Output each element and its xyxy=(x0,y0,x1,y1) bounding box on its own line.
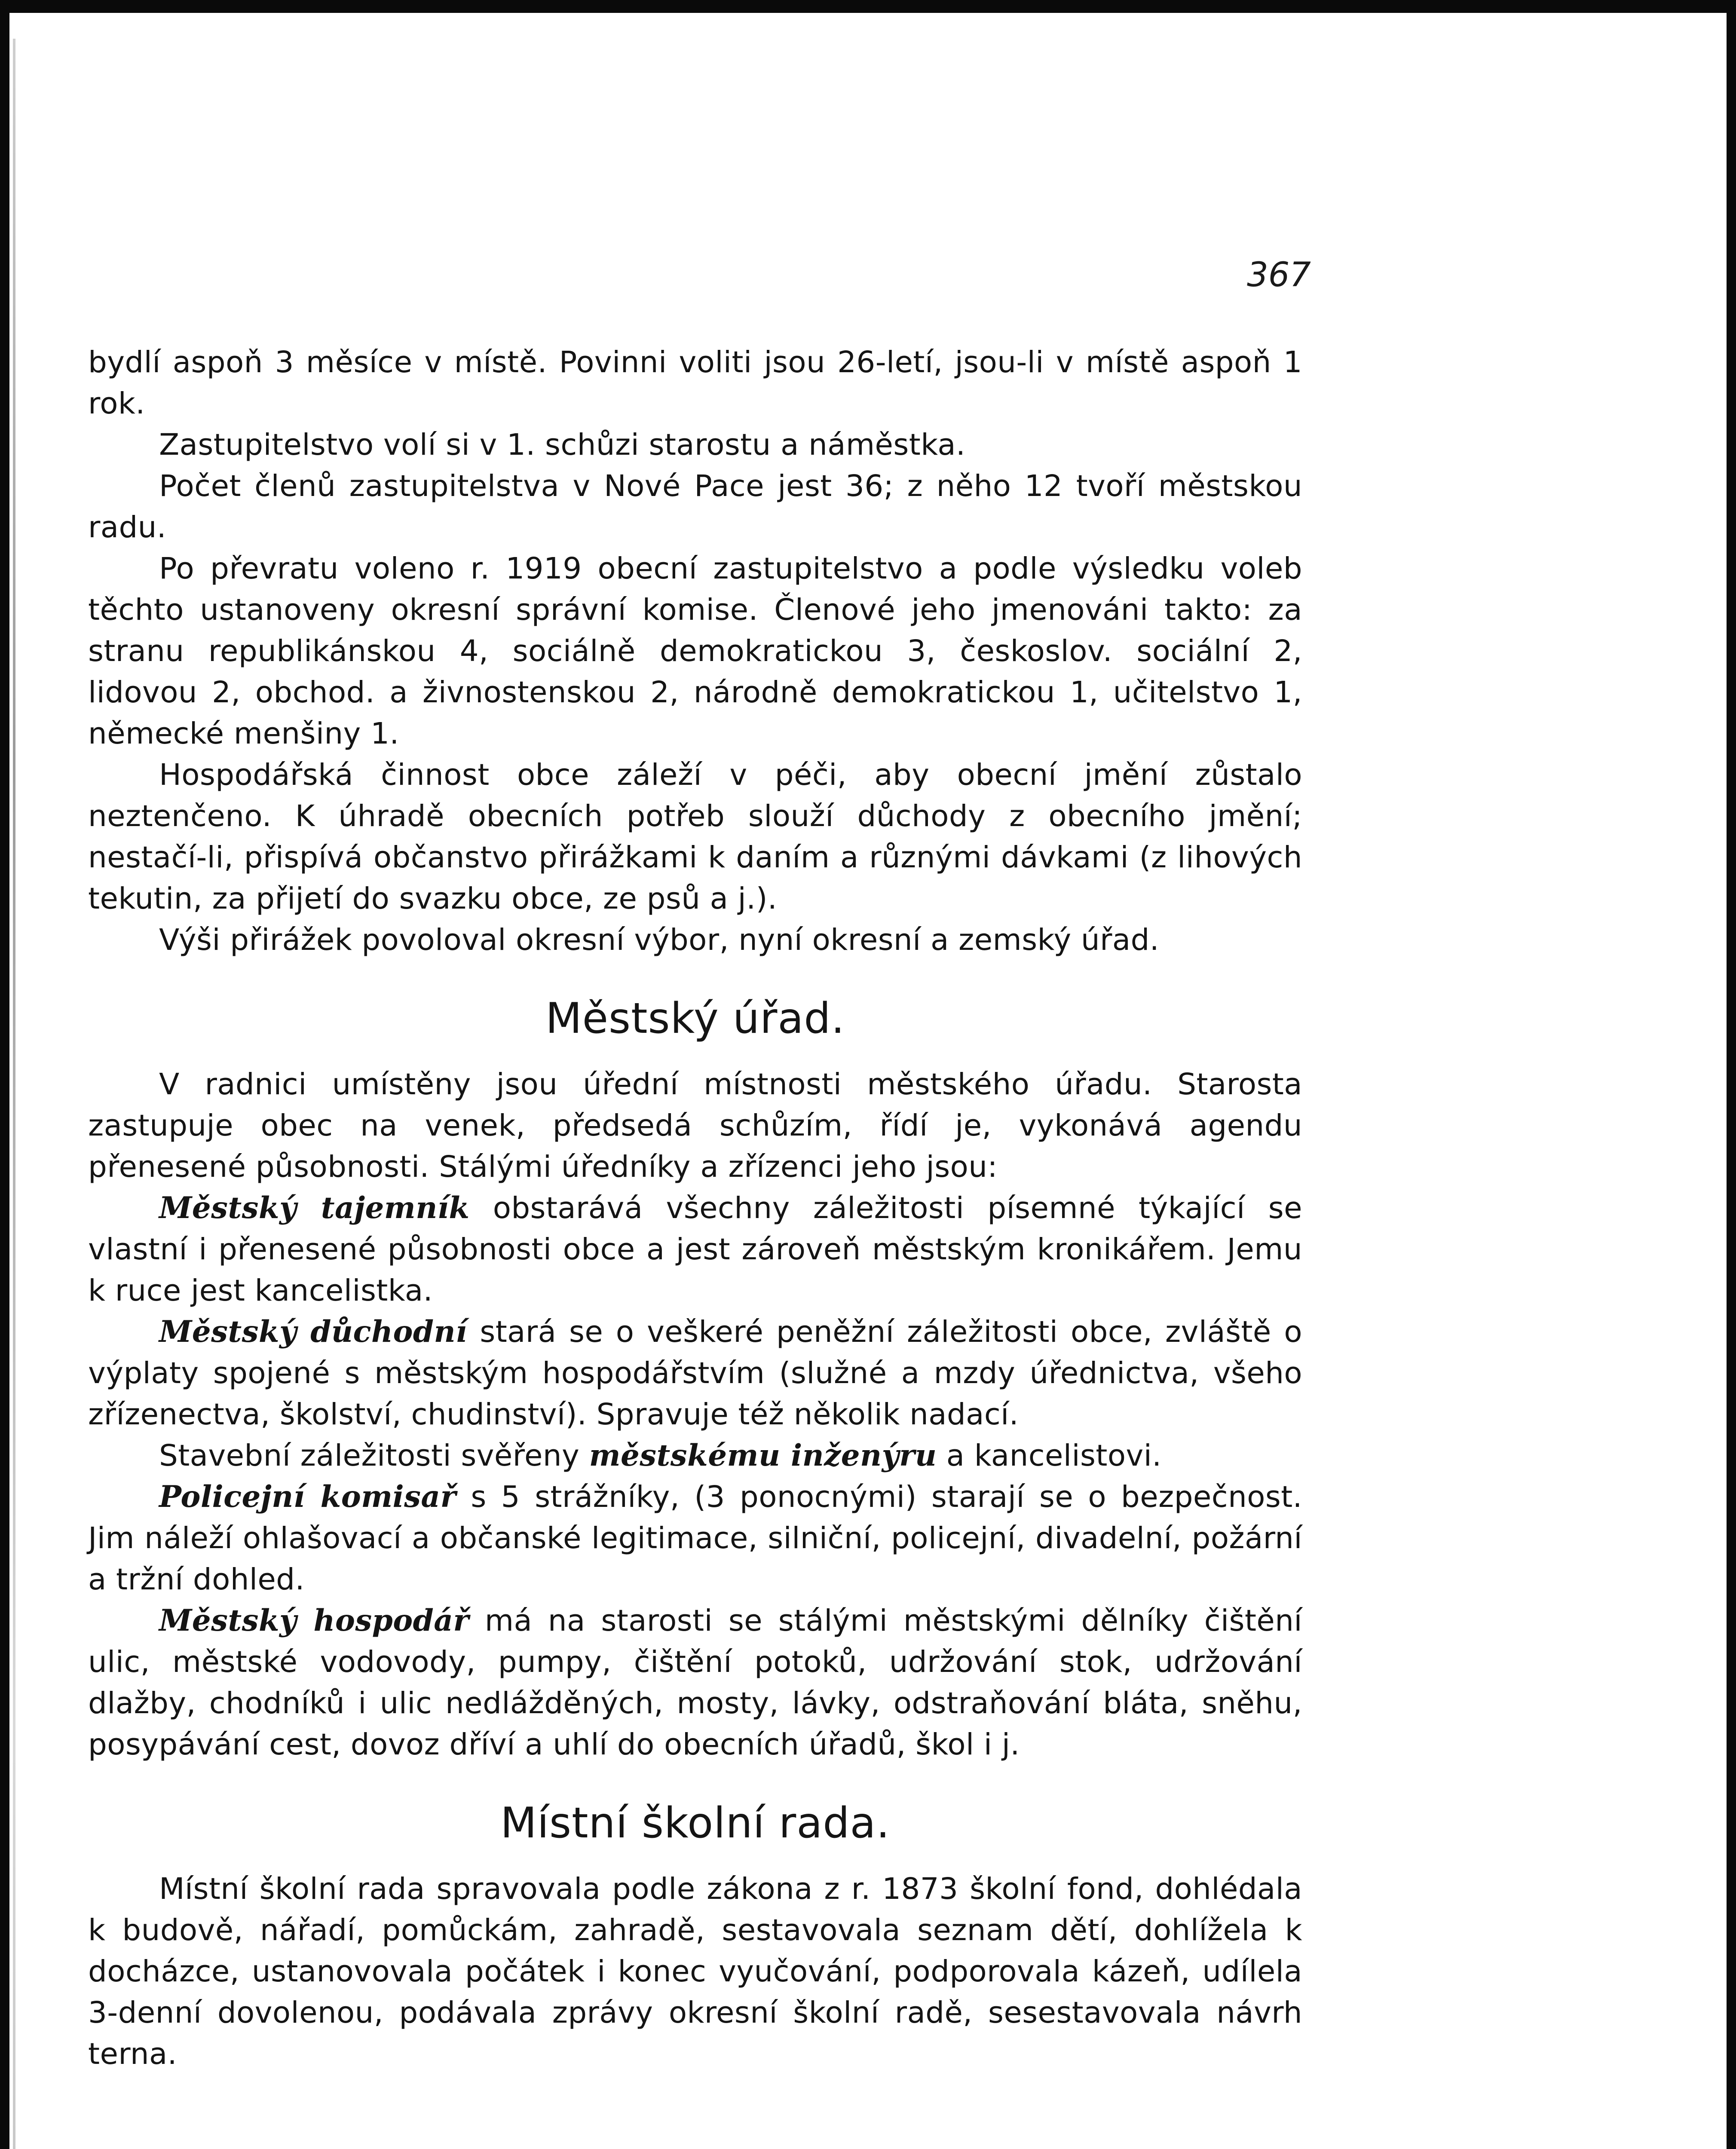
text-duchodni: stará se o veškeré peněžní záležitosti obce, zvláště o výplaty spojené s městským hospodářstvím (služné a mzdy úřednictva, všeho zřízenectva, školství, chudinství). Spravuje též několik nadací. xyxy=(88,1315,1303,1432)
paragraph-skolni-rada-1: Místní školní rada spravovala podle zákona z r. 1873 školní fond, dohlédala k budově, nářadí, pomůckám, zahradě, sestavovala seznam dětí, dohlížela k docházce, ustanovovala počátek i konec vyučování, podporovala kázeň, udílela 3-denní dovolenou, podávala zprávy okresní školní radě, sesestavovala návrh terna. xyxy=(88,1872,1302,2071)
scan-border-left xyxy=(0,0,9,2149)
paragraph-tajemnik xyxy=(88,1188,1302,1311)
term-hospodar: Městský hospodář xyxy=(159,1603,469,1638)
term-duchodni: Městský důchodní xyxy=(159,1314,467,1349)
section-heading-skolni-rada: Místní školní rada. xyxy=(500,1799,890,1848)
paragraph-intro-5: Hospodářská činnost obce záleží v péči, aby obecní jmění zůstalo neztenčeno. K úhradě obecních potřeb slouží důchody z obecního jmění; nestačí-li, přispívá občanstvo přirážkami k daním a různými dávkami (z lihových tekutin, za přijetí do svazku obce, ze psů a j.). xyxy=(88,758,1302,916)
scan-border-right xyxy=(1727,0,1736,2149)
text-komisar: s 5 strážníky, (3 ponocnými) starají se o bezpečnost. Jim náleží ohlašovací a občanské legitimace, silniční, policejní, divadelní, požární a tržní dohled. xyxy=(88,1480,1302,1597)
paragraph-intro-3: Počet členů zastupitelstva v Nové Pace jest 36; z něho 12 tvoří městskou radu. xyxy=(88,469,1302,545)
paragraph-intro-1: bydlí aspoň 3 měsíce v místě. Povinni voliti jsou 26-letí, jsou-li v místě aspoň 1 rok. xyxy=(88,345,1302,421)
paragraph-duchodni xyxy=(88,1311,1302,1435)
paragraph-inzenyr xyxy=(88,1435,1302,1476)
paragraph-intro-6: Výši přirážek povoloval okresní výbor, nyní okresní a zemský úřad. xyxy=(159,923,1160,957)
paragraph-hospodar xyxy=(88,1600,1302,1765)
term-inzenyr: městskému inženýru xyxy=(589,1438,937,1473)
scan-border-top xyxy=(0,0,1736,13)
text-tajemnik: obstarává všechny záležitosti písemné týkající se vlastní i přenesené působnosti obce a jest zároveň městským kronikářem. Jemu k ruce jest kancelistka. xyxy=(88,1191,1302,1308)
text-inzenyr-after: a kancelistovi. xyxy=(937,1439,1162,1473)
page-number: 367 xyxy=(1247,256,1311,294)
text-hospodar: má na starosti se stálými městskými dělníky čištění ulic, městské vodovody, pumpy, čištění potoků, udržování stok, udržování dlažby, chodníků i ulic nedlážděných, mosty, lávky, odstraňování bláta, sněhu, posypávání cest, dovoz dříví a uhlí do obecních úřadů, škol i j. xyxy=(88,1604,1302,1762)
page-body xyxy=(88,342,1302,2075)
paragraph-urad-1: V radnici umístěny jsou úřední místnosti městského úřadu. Starosta zastupuje obec na venek, předsedá schůzím, řídí je, vykonává agendu přenesené působnosti. Stálými úředníky a zřízenci jeho jsou: xyxy=(88,1067,1302,1184)
section-heading-mestsky-urad: Městský úřad. xyxy=(545,994,845,1043)
page-edge-shadow xyxy=(13,39,15,2149)
paragraph-komisar xyxy=(88,1476,1302,1600)
paragraph-intro-4: Po převratu voleno r. 1919 obecní zastupitelstvo a podle výsledku voleb těchto ustanoveny okresní správní komise. Členové jeho jmenováni takto: za stranu republikánskou 4, sociálně demokratickou 3, českoslov. sociální 2, lidovou 2, obchod. a živnostenskou 2, národně demokratickou 1, učitelstvo 1, německé menšiny 1. xyxy=(88,551,1302,751)
paragraph-intro-2: Zastupitelstvo volí si v 1. schůzi starostu a náměstka. xyxy=(159,428,966,462)
term-komisar: Policejní komisař xyxy=(159,1479,456,1514)
text-inzenyr-before: Stavební záležitosti svěřeny xyxy=(159,1439,589,1473)
term-tajemnik: Městský tajemník xyxy=(159,1191,470,1225)
